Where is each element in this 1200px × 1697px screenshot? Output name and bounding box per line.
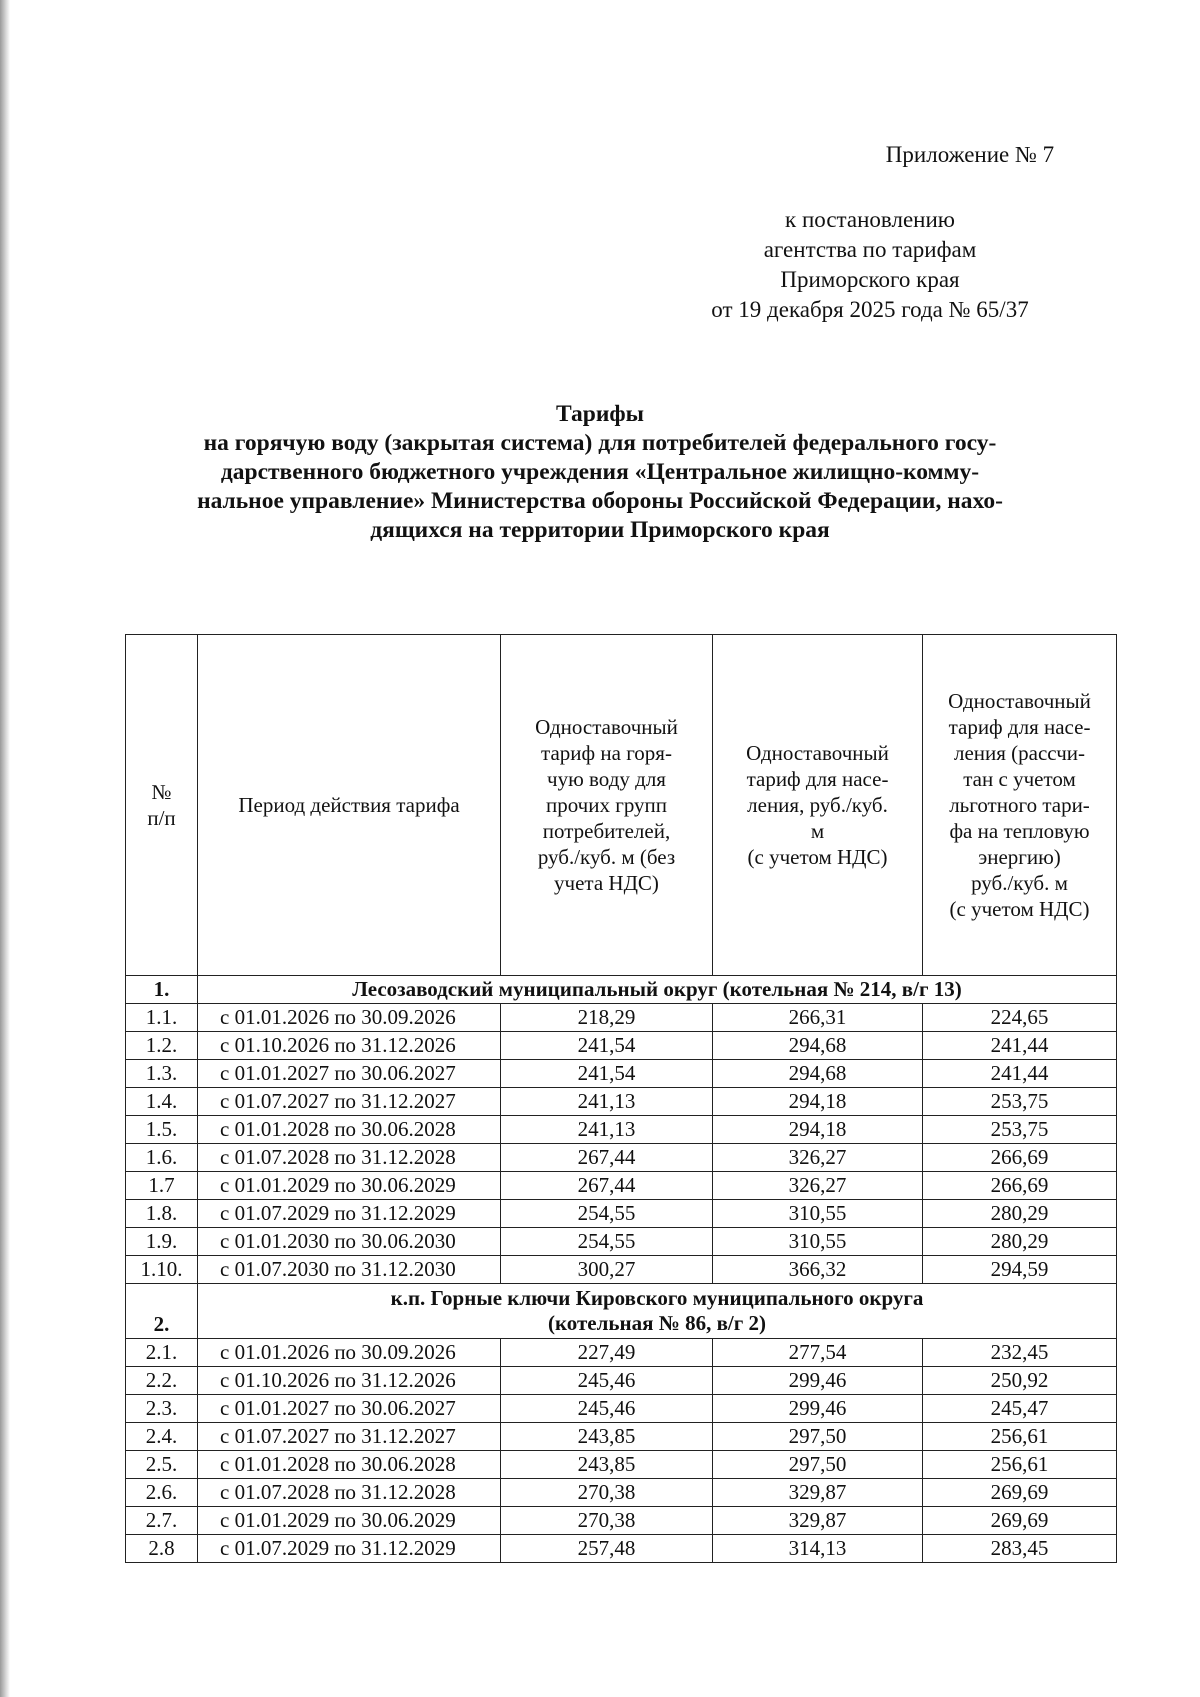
header-line: Одноставочный bbox=[948, 689, 1091, 713]
row-tariff-other: 270,38 bbox=[501, 1479, 713, 1507]
row-period: с 01.01.2028 по 30.06.2028 bbox=[198, 1116, 501, 1144]
row-tariff-population-benefit: 232,45 bbox=[923, 1339, 1117, 1367]
row-number: 1.9. bbox=[126, 1228, 198, 1256]
row-period: с 01.07.2030 по 31.12.2030 bbox=[198, 1256, 501, 1284]
row-tariff-population-benefit: 241,44 bbox=[923, 1032, 1117, 1060]
scan-page-edge bbox=[0, 0, 10, 1697]
row-tariff-population: 266,31 bbox=[713, 1004, 923, 1032]
row-tariff-population-benefit: 245,47 bbox=[923, 1395, 1117, 1423]
row-tariff-other: 245,46 bbox=[501, 1395, 713, 1423]
row-tariff-population-benefit: 269,69 bbox=[923, 1479, 1117, 1507]
row-period: с 01.01.2027 по 30.06.2027 bbox=[198, 1060, 501, 1088]
section-title bbox=[198, 1284, 1117, 1339]
header-line: (с учетом НДС) bbox=[747, 845, 888, 869]
table-row bbox=[126, 1367, 1117, 1395]
header-line: тан с учетом bbox=[963, 767, 1076, 791]
row-tariff-population: 326,27 bbox=[713, 1172, 923, 1200]
header-line: тариф для насе- bbox=[948, 715, 1091, 739]
row-tariff-population: 366,32 bbox=[713, 1256, 923, 1284]
row-number: 1.10. bbox=[126, 1256, 198, 1284]
table-row bbox=[126, 1507, 1117, 1535]
row-tariff-other: 243,85 bbox=[501, 1451, 713, 1479]
row-tariff-population: 297,50 bbox=[713, 1451, 923, 1479]
row-tariff-other: 267,44 bbox=[501, 1144, 713, 1172]
table-row bbox=[126, 1116, 1117, 1144]
row-tariff-population: 294,18 bbox=[713, 1088, 923, 1116]
row-tariff-other: 270,38 bbox=[501, 1507, 713, 1535]
row-tariff-other: 241,54 bbox=[501, 1032, 713, 1060]
appendix-line: к постановлению bbox=[785, 207, 955, 232]
table-row bbox=[126, 1144, 1117, 1172]
row-number: 1.3. bbox=[126, 1060, 198, 1088]
row-tariff-population: 297,50 bbox=[713, 1423, 923, 1451]
header-line: ления, руб./куб. bbox=[747, 793, 888, 817]
row-tariff-other: 241,54 bbox=[501, 1060, 713, 1088]
row-tariff-other: 218,29 bbox=[501, 1004, 713, 1032]
row-period: с 01.10.2026 по 31.12.2026 bbox=[198, 1367, 501, 1395]
row-period: с 01.01.2026 по 30.09.2026 bbox=[198, 1339, 501, 1367]
row-period: с 01.01.2029 по 30.06.2029 bbox=[198, 1172, 501, 1200]
row-number: 1.7 bbox=[126, 1172, 198, 1200]
row-number: 2.7. bbox=[126, 1507, 198, 1535]
row-tariff-other: 254,55 bbox=[501, 1228, 713, 1256]
row-period: с 01.07.2027 по 31.12.2027 bbox=[198, 1088, 501, 1116]
section-number: 1. bbox=[126, 976, 198, 1004]
row-tariff-other: 245,46 bbox=[501, 1367, 713, 1395]
row-tariff-population-benefit: 269,69 bbox=[923, 1507, 1117, 1535]
header-tariff-population bbox=[713, 635, 923, 976]
header-line: чую воду для bbox=[547, 767, 666, 791]
header-line: учета НДС) bbox=[554, 871, 659, 895]
row-number: 1.4. bbox=[126, 1088, 198, 1116]
row-number: 1.2. bbox=[126, 1032, 198, 1060]
row-number: 2.1. bbox=[126, 1339, 198, 1367]
row-period: с 01.07.2029 по 31.12.2029 bbox=[198, 1535, 501, 1563]
row-number: 2.6. bbox=[126, 1479, 198, 1507]
header-line: руб./куб. м bbox=[971, 871, 1068, 895]
subtitle-line: нальное управление» Министерства обороны Российской Федерации, нахо- bbox=[197, 488, 1003, 514]
row-tariff-population-benefit: 266,69 bbox=[923, 1172, 1117, 1200]
row-number: 2.4. bbox=[126, 1423, 198, 1451]
header-line: м bbox=[810, 819, 825, 843]
row-tariff-population: 310,55 bbox=[713, 1200, 923, 1228]
row-tariff-population-benefit: 256,61 bbox=[923, 1423, 1117, 1451]
header-line: Одноставочный bbox=[535, 715, 678, 739]
header-line: потребителей, bbox=[542, 819, 671, 843]
row-tariff-other: 267,44 bbox=[501, 1172, 713, 1200]
row-tariff-population-benefit: 250,92 bbox=[923, 1367, 1117, 1395]
table-row bbox=[126, 1088, 1117, 1116]
header-line: энергию) bbox=[978, 845, 1061, 869]
subtitle-line: на горячую воду (закрытая система) для потребителей федерального госу- bbox=[203, 430, 997, 456]
row-tariff-population-benefit: 224,65 bbox=[923, 1004, 1117, 1032]
row-period: с 01.10.2026 по 31.12.2026 bbox=[198, 1032, 501, 1060]
row-tariff-population-benefit: 256,61 bbox=[923, 1451, 1117, 1479]
table-row bbox=[126, 1339, 1117, 1367]
row-tariff-population: 310,55 bbox=[713, 1228, 923, 1256]
table-row bbox=[126, 1395, 1117, 1423]
appendix-title: Приложение № 7 bbox=[885, 142, 1055, 167]
table-row bbox=[126, 1172, 1117, 1200]
row-period: с 01.01.2027 по 30.06.2027 bbox=[198, 1395, 501, 1423]
row-tariff-population-benefit: 253,75 bbox=[923, 1116, 1117, 1144]
table-header-row bbox=[126, 635, 1117, 976]
row-tariff-population-benefit: 241,44 bbox=[923, 1060, 1117, 1088]
table-row bbox=[126, 1200, 1117, 1228]
header-period bbox=[198, 635, 501, 976]
row-tariff-population: 294,68 bbox=[713, 1032, 923, 1060]
header-line: Одноставочный bbox=[746, 741, 889, 765]
row-tariff-population: 299,46 bbox=[713, 1367, 923, 1395]
header-line: № bbox=[151, 780, 172, 804]
row-number: 1.6. bbox=[126, 1144, 198, 1172]
table-row bbox=[126, 1451, 1117, 1479]
appendix-line: агентства по тарифам bbox=[763, 237, 977, 262]
row-tariff-population-benefit: 294,59 bbox=[923, 1256, 1117, 1284]
row-tariff-population: 294,68 bbox=[713, 1060, 923, 1088]
row-tariff-population: 277,54 bbox=[713, 1339, 923, 1367]
header-line: ления (рассчи- bbox=[953, 741, 1085, 765]
row-number: 2.5. bbox=[126, 1451, 198, 1479]
table-row bbox=[126, 1535, 1117, 1563]
row-tariff-population-benefit: 283,45 bbox=[923, 1535, 1117, 1563]
row-tariff-other: 227,49 bbox=[501, 1339, 713, 1367]
section-title bbox=[198, 976, 1117, 1004]
row-tariff-population-benefit: 280,29 bbox=[923, 1200, 1117, 1228]
header-line: тариф на горя- bbox=[541, 741, 672, 765]
row-number: 1.5. bbox=[126, 1116, 198, 1144]
row-tariff-population: 299,46 bbox=[713, 1395, 923, 1423]
appendix-line: от 19 декабря 2025 года № 65/37 bbox=[711, 297, 1029, 322]
row-period: с 01.01.2028 по 30.06.2028 bbox=[198, 1451, 501, 1479]
table-body bbox=[126, 976, 1117, 1563]
row-period: с 01.01.2030 по 30.06.2030 bbox=[198, 1228, 501, 1256]
table-row bbox=[126, 1256, 1117, 1284]
row-tariff-population: 329,87 bbox=[713, 1479, 923, 1507]
section-title-line: к.п. Горные ключи Кировского муниципального округа bbox=[390, 1286, 924, 1310]
header-line: прочих групп bbox=[545, 793, 668, 817]
header-line: льготного тари- bbox=[949, 793, 1090, 817]
header-tariff-other bbox=[501, 635, 713, 976]
document-subtitle bbox=[120, 429, 1080, 545]
row-tariff-population: 326,27 bbox=[713, 1144, 923, 1172]
section-row bbox=[126, 976, 1117, 1004]
header-number bbox=[126, 635, 198, 976]
row-tariff-population: 294,18 bbox=[713, 1116, 923, 1144]
row-period: с 01.01.2029 по 30.06.2029 bbox=[198, 1507, 501, 1535]
table-row bbox=[126, 1423, 1117, 1451]
row-tariff-other: 241,13 bbox=[501, 1088, 713, 1116]
header-line: (с учетом НДС) bbox=[949, 897, 1090, 921]
row-number: 2.8 bbox=[126, 1535, 198, 1563]
document-title-block bbox=[120, 400, 1080, 545]
row-tariff-other: 257,48 bbox=[501, 1535, 713, 1563]
appendix-line: Приморского края bbox=[780, 267, 960, 292]
table-row bbox=[126, 1479, 1117, 1507]
row-period: с 01.01.2026 по 30.09.2026 bbox=[198, 1004, 501, 1032]
header-line: фа на тепловую bbox=[949, 819, 1090, 843]
tariffs-table bbox=[125, 634, 1117, 1563]
row-period: с 01.07.2028 по 31.12.2028 bbox=[198, 1479, 501, 1507]
row-tariff-population: 329,87 bbox=[713, 1507, 923, 1535]
row-number: 2.2. bbox=[126, 1367, 198, 1395]
table-row bbox=[126, 1004, 1117, 1032]
document-title: Тарифы bbox=[555, 401, 645, 427]
header-tariff-population-benefit bbox=[923, 635, 1117, 976]
header-line: тариф для насе- bbox=[746, 767, 889, 791]
section-title-line: (котельная № 86, в/г 2) bbox=[547, 1311, 767, 1335]
table-row bbox=[126, 1228, 1117, 1256]
table-row bbox=[126, 1060, 1117, 1088]
table-row bbox=[126, 1032, 1117, 1060]
row-number: 2.3. bbox=[126, 1395, 198, 1423]
appendix-reference bbox=[660, 205, 1080, 325]
row-tariff-other: 241,13 bbox=[501, 1116, 713, 1144]
header-line: руб./куб. м (без bbox=[537, 845, 676, 869]
row-period: с 01.07.2027 по 31.12.2027 bbox=[198, 1423, 501, 1451]
row-tariff-other: 254,55 bbox=[501, 1200, 713, 1228]
row-tariff-other: 243,85 bbox=[501, 1423, 713, 1451]
row-tariff-other: 300,27 bbox=[501, 1256, 713, 1284]
row-number: 1.1. bbox=[126, 1004, 198, 1032]
row-tariff-population-benefit: 280,29 bbox=[923, 1228, 1117, 1256]
row-tariff-population: 314,13 bbox=[713, 1535, 923, 1563]
header-line: Период действия тарифа bbox=[238, 793, 460, 817]
subtitle-line: дарственного бюджетного учреждения «Центральное жилищно-комму- bbox=[220, 459, 980, 485]
header-line: п/п bbox=[147, 806, 176, 830]
row-tariff-population-benefit: 253,75 bbox=[923, 1088, 1117, 1116]
row-number: 1.8. bbox=[126, 1200, 198, 1228]
section-title-line: Лесозаводский муниципальный округ (котельная № 214, в/г 13) bbox=[352, 977, 962, 1001]
section-row bbox=[126, 1284, 1117, 1339]
subtitle-line: дящихся на территории Приморского края bbox=[370, 517, 830, 543]
row-period: с 01.07.2029 по 31.12.2029 bbox=[198, 1200, 501, 1228]
row-period: с 01.07.2028 по 31.12.2028 bbox=[198, 1144, 501, 1172]
row-tariff-population-benefit: 266,69 bbox=[923, 1144, 1117, 1172]
section-number: 2. bbox=[126, 1284, 198, 1339]
